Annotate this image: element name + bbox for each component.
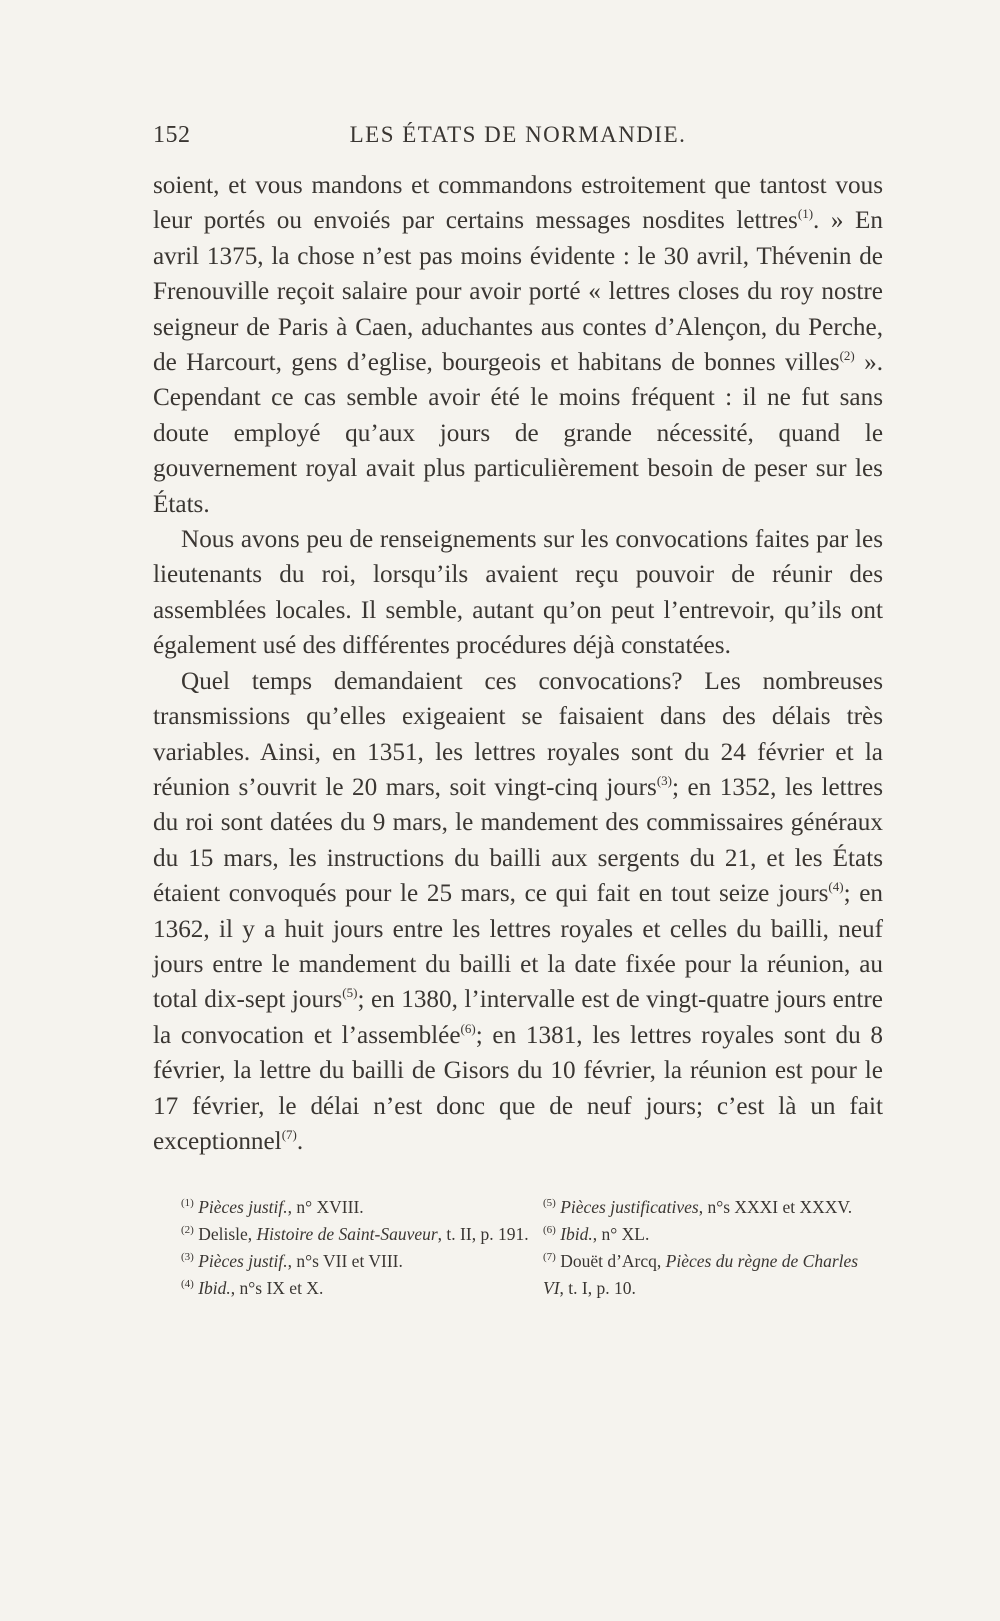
footnote-ref: (2) [181, 1224, 194, 1236]
italic-text: Pièces du règne de Charles VI [543, 1251, 859, 1298]
text-run: , n°s IX et X. [230, 1278, 324, 1298]
text-run: , t. I, p. 10. [559, 1278, 636, 1298]
page-number: 152 [153, 122, 191, 148]
text-run: ; en 1352, les lettres du roi sont datées du 9 mars, le mandement des commissaires généraux du 15 mars, les instructions du bailli aux sergents du 21, et les États étaient convoqués pour le 25 mars, ce qui fait en tout seize jours [153, 773, 883, 908]
text-run: , n°s XXXI et XXXV. [698, 1197, 853, 1217]
main-text [153, 168, 883, 1159]
text-run: . » En avril 1375, la chose n’est pas moins évidente : le 30 avril, Thévenin de Frenouville reçoit salaire pour avoir porté « lettres closes du roy nostre seigneur de Paris à Caen, aduchantes aus contes d’Alençon, du Perche, de Harcourt, gens d’eglise, bourgeois et habitans de bonnes villes [153, 207, 883, 377]
text-run: . [296, 1127, 304, 1155]
italic-text: Pièces justif. [198, 1197, 288, 1217]
footnote-ref: (1) [181, 1197, 194, 1209]
paragraph [153, 168, 883, 522]
italic-text: Pièces justificatives [560, 1197, 699, 1217]
footnotes-left-column [181, 1194, 536, 1302]
footnote-ref: (7) [543, 1251, 556, 1263]
text-run: Delisle, [193, 1224, 257, 1244]
running-title: LES ÉTATS DE NORMANDIE. [349, 122, 687, 147]
footnote-ref: (5) [342, 985, 358, 1001]
text-run: ; en 1381, les lettres royales sont du 8 février, la lettre du bailli de Gisors du 10 février, la réunion est pour le 17 février, le délai n’est donc que de neuf jours; c’est là un fait exceptionnel [153, 1021, 883, 1155]
footnote-ref: (5) [543, 1197, 556, 1209]
footnote-ref: (3) [656, 772, 672, 788]
footnote [181, 1194, 536, 1221]
page-header [153, 122, 883, 154]
footnote-ref: (3) [181, 1251, 194, 1263]
footnote [181, 1275, 536, 1302]
footnote-ref: (1) [797, 206, 814, 222]
italic-text: Histoire de Saint-Sauveur [256, 1224, 438, 1244]
text-run: , n°s VII et VIII. [287, 1251, 403, 1271]
italic-text: Pièces justif. [198, 1251, 288, 1271]
footnote [181, 1221, 536, 1248]
text-run: ; en 1380, l’intervalle est de vingt-quatre jours entre la convocation et l’assemblée [153, 986, 883, 1049]
footnote-ref: (6) [460, 1020, 476, 1036]
footnote [181, 1248, 536, 1275]
text-run: , n° XL. [592, 1224, 650, 1244]
footnote-ref: (4) [181, 1278, 194, 1290]
text-run: Nous avons peu de renseignements sur les convocations faites par les lieutenants du roi, lorsqu’ils avaient reçu pouvoir de réunir des assemblées locales. Il semble, autant qu’on peut l’entrevoir, qu’ils ont également usé des différentes procédures déjà constatées. [153, 526, 883, 660]
footnote [543, 1194, 883, 1221]
footnote-ref: (6) [543, 1224, 556, 1236]
paragraph [153, 522, 883, 664]
text-run: ». Cependant ce cas semble avoir été le moins fréquent : il ne fut sans doute employé qu’aux jours de grande nécessité, quand le gouvernement royal avait plus particulièrement besoin de peser sur les États. [153, 349, 884, 518]
footnote-ref: (2) [839, 348, 855, 364]
text-run: , n° XVIII. [287, 1197, 364, 1217]
footnote-ref: (7) [281, 1126, 297, 1142]
paragraph [153, 664, 883, 1160]
text-run: ; en 1362, il y a huit jours entre les lettres royales et celles du bailli, neuf jours entre le mandement du bailli et la date fixée pour la réunion, au total dix-sept jours [153, 880, 883, 1014]
footnote-ref: (4) [828, 879, 844, 895]
text-run: Douët d’Arcq, [555, 1251, 666, 1271]
italic-text: Ibid. [560, 1224, 593, 1244]
footnotes-right-column [543, 1194, 883, 1302]
footnote [543, 1248, 883, 1302]
italic-text: Ibid. [198, 1278, 231, 1298]
text-run: soient, et vous mandons et commandons estroitement que tantost vous leur portés ou envoiés par certains messages nosdites lettres [153, 172, 883, 235]
text-run: Quel temps demandaient ces convocations? Les nombreuses transmissions qu’elles exigeaient se faisaient dans des délais très variables. Ainsi, en 1351, les lettres royales sont du 24 février et la réunion s’ouvrit le 20 mars, soit vingt-cinq jours [153, 667, 883, 801]
text-run: , t. II, p. 191. [437, 1224, 529, 1244]
footnote [543, 1221, 883, 1248]
